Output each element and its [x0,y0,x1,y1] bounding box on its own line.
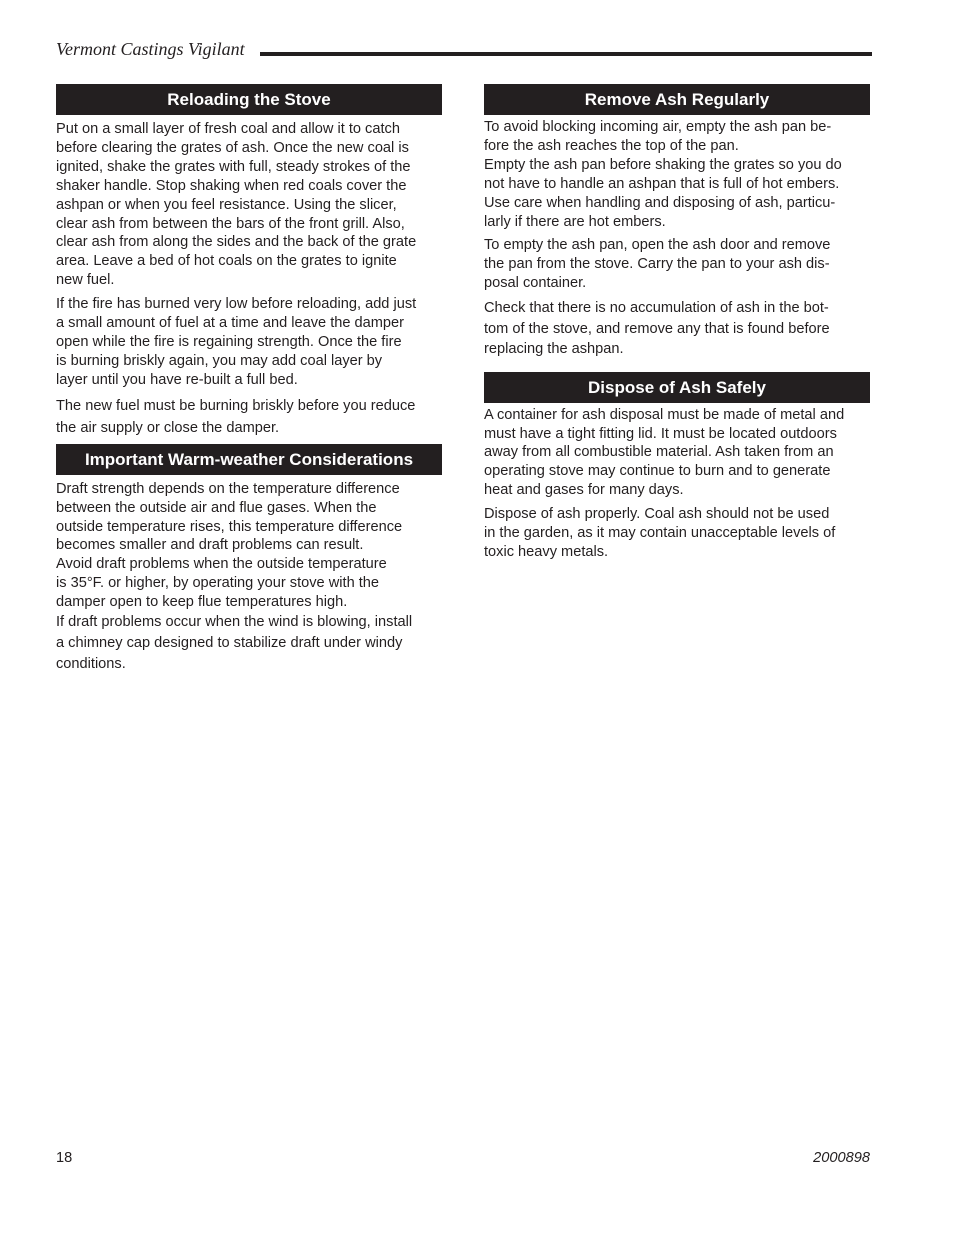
paragraph [56,612,442,675]
right-column [484,84,870,562]
text-line: becomes smaller and draft problems can result. [56,537,364,554]
section-heading-reloading: Reloading the Stove [56,84,442,115]
text-line: not have to handle an ashpan that is full of hot embers. [484,175,840,192]
section-heading-remove-ash: Remove Ash Regularly [484,84,870,115]
text-line: a small amount of fuel at a time and leave the damper [56,315,405,332]
text-line: open while the fire is regaining strength. Once the fire [56,333,402,350]
text-line: Use care when handling and disposing of ash, particu- [484,194,836,211]
text-line: conditions. [56,656,126,673]
text-line: must have a tight fitting lid. It must be located outdoors [484,425,837,442]
text-line: Check that there is no accumulation of ash in the bot- [484,300,829,317]
text-line: A container for ash disposal must be made of metal and [484,406,845,423]
paragraph [484,156,870,232]
section-heading-dispose-ash: Dispose of Ash Safely [484,372,870,403]
text-line: away from all combustible material. Ash taken from an [484,444,834,461]
text-line: heat and gases for many days. [484,482,684,499]
text-line: layer until you have re-built a full bed. [56,371,298,388]
text-line: If draft problems occur when the wind is blowing, install [56,614,413,631]
text-line: in the garden, as it may contain unacceptable levels of [484,525,836,542]
text-line: the pan from the stove. Carry the pan to your ash dis- [484,256,830,273]
text-line: replacing the ashpan. [484,341,624,358]
text-line: Put on a small layer of fresh coal and allow it to catch [56,121,400,137]
paragraph [484,505,870,562]
paragraph [484,236,870,293]
text-line: is burning briskly again, you may add coal layer by [56,352,383,369]
paragraph [56,395,442,439]
document-title: Vermont Castings Vigilant [56,39,245,59]
section-heading-warm-weather: Important Warm-weather Considerations [56,444,442,475]
paragraph [56,120,442,290]
text-line: operating stove may continue to burn and to generate [484,463,831,480]
document-number: 2000898 [813,1150,870,1166]
text-line: a chimney cap designed to stabilize draft under windy [56,635,403,652]
paragraph [56,480,442,556]
text-line: damper open to keep flue temperatures high. [56,594,348,611]
text-line: To empty the ash pan, open the ash door and remove [484,237,831,254]
text-line: area. Leave a bed of hot coals on the grates to ignite [56,253,397,270]
text-line: posal container. [484,275,587,292]
left-column [56,84,442,675]
text-line: Empty the ash pan before shaking the grates so you do [484,156,842,173]
text-line: If the fire has burned very low before reloading, add just [56,296,417,313]
paragraph [484,298,870,360]
paragraph [56,295,442,390]
text-line: is 35°F. or higher, by operating your stove with the [56,575,380,592]
paragraph [484,118,870,156]
header-rule [260,52,872,56]
text-line: shaker handle. Stop shaking when red coals cover the [56,177,407,194]
text-line: outside temperature rises, this temperature difference [56,518,403,535]
text-line: before clearing the grates of ash. Once the new coal is [56,139,409,156]
text-line: fore the ash reaches the top of the pan. [484,137,739,154]
paragraph [484,406,870,501]
text-line: Avoid draft problems when the outside temperature [56,556,387,573]
paragraph [56,555,442,612]
text-line: ignited, shake the grates with full, steady strokes of the [56,158,411,175]
text-line: between the outside air and flue gases. When the [56,499,377,516]
text-line: the air supply or close the damper. [56,419,280,436]
text-line: clear ash from along the sides and the back of the grate [56,234,417,251]
text-line: tom of the stove, and remove any that is found before [484,320,830,337]
text-line: toxic heavy metals. [484,544,609,560]
page-number: 18 [56,1150,73,1166]
text-line: The new fuel must be burning briskly before you reduce [56,397,416,414]
text-line: new fuel. [56,272,115,289]
text-line: To avoid blocking incoming air, empty the ash pan be- [484,119,832,135]
text-line: ashpan or when you feel resistance. Using the slicer, [56,196,397,213]
text-line: clear ash from between the bars of the front grill. Also, [56,215,405,232]
text-line: Draft strength depends on the temperature difference [56,480,400,497]
text-line: larly if there are hot embers. [484,213,666,230]
text-line: Dispose of ash properly. Coal ash should not be used [484,506,830,523]
